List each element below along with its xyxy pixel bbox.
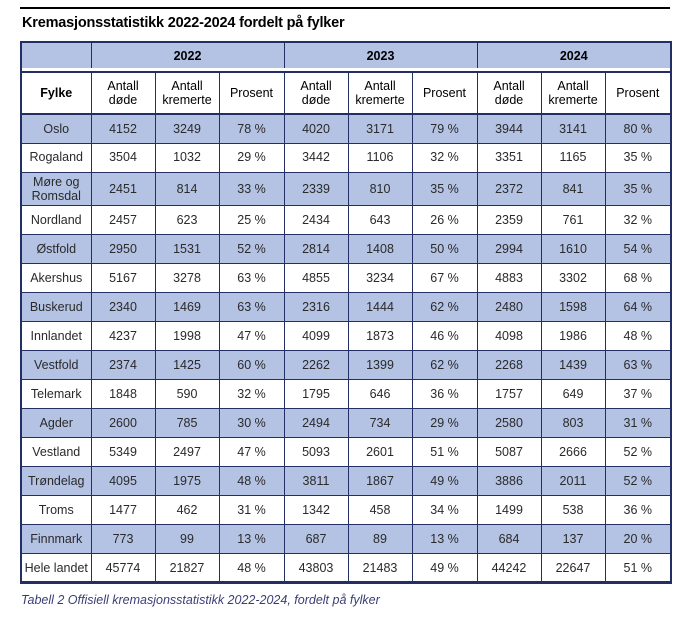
value-cell: 89 bbox=[348, 525, 412, 554]
value-cell: 36 % bbox=[412, 380, 477, 409]
column-header-antall-kremerte: Antall kremerte bbox=[155, 72, 219, 114]
value-cell: 35 % bbox=[605, 143, 671, 172]
value-cell: 78 % bbox=[219, 114, 284, 143]
value-cell: 52 % bbox=[219, 235, 284, 264]
value-cell: 2268 bbox=[477, 351, 541, 380]
value-cell: 45774 bbox=[91, 554, 155, 583]
fylke-name-cell: Innlandet bbox=[21, 322, 91, 351]
value-cell: 538 bbox=[541, 496, 605, 525]
year-header-2024: 2024 bbox=[477, 42, 671, 68]
table-row bbox=[21, 467, 671, 496]
value-cell: 4883 bbox=[477, 264, 541, 293]
value-cell: 3278 bbox=[155, 264, 219, 293]
value-cell: 785 bbox=[155, 409, 219, 438]
value-cell: 31 % bbox=[605, 409, 671, 438]
fylke-name-cell: Vestfold bbox=[21, 351, 91, 380]
column-header-antall-kremerte: Antall kremerte bbox=[541, 72, 605, 114]
column-header-prosent: Prosent bbox=[412, 72, 477, 114]
table-row bbox=[21, 206, 671, 235]
value-cell: 2451 bbox=[91, 172, 155, 206]
value-cell: 48 % bbox=[219, 467, 284, 496]
table-body bbox=[21, 114, 671, 583]
value-cell: 2262 bbox=[284, 351, 348, 380]
value-cell: 99 bbox=[155, 525, 219, 554]
value-cell: 2372 bbox=[477, 172, 541, 206]
table-row bbox=[21, 438, 671, 467]
statistics-table bbox=[20, 41, 672, 584]
value-cell: 1757 bbox=[477, 380, 541, 409]
value-cell: 79 % bbox=[412, 114, 477, 143]
value-cell: 1975 bbox=[155, 467, 219, 496]
value-cell: 649 bbox=[541, 380, 605, 409]
column-header-antall-dode: Antall døde bbox=[91, 72, 155, 114]
value-cell: 684 bbox=[477, 525, 541, 554]
value-cell: 3171 bbox=[348, 114, 412, 143]
value-cell: 2666 bbox=[541, 438, 605, 467]
table-row bbox=[21, 264, 671, 293]
table-row bbox=[21, 380, 671, 409]
value-cell: 21827 bbox=[155, 554, 219, 583]
value-cell: 4020 bbox=[284, 114, 348, 143]
value-cell: 29 % bbox=[219, 143, 284, 172]
value-cell: 63 % bbox=[219, 264, 284, 293]
fylke-name-cell: Akershus bbox=[21, 264, 91, 293]
value-cell: 773 bbox=[91, 525, 155, 554]
table-row bbox=[21, 172, 671, 206]
table-row bbox=[21, 525, 671, 554]
value-cell: 1106 bbox=[348, 143, 412, 172]
value-cell: 64 % bbox=[605, 293, 671, 322]
value-cell: 51 % bbox=[605, 554, 671, 583]
value-cell: 2340 bbox=[91, 293, 155, 322]
value-cell: 32 % bbox=[412, 143, 477, 172]
value-cell: 3234 bbox=[348, 264, 412, 293]
value-cell: 49 % bbox=[412, 554, 477, 583]
table-row bbox=[21, 293, 671, 322]
value-cell: 1408 bbox=[348, 235, 412, 264]
table-row bbox=[21, 143, 671, 172]
value-cell: 1439 bbox=[541, 351, 605, 380]
fylke-name-cell: Hele landet bbox=[21, 554, 91, 583]
value-cell: 2497 bbox=[155, 438, 219, 467]
value-cell: 1477 bbox=[91, 496, 155, 525]
value-cell: 590 bbox=[155, 380, 219, 409]
value-cell: 1165 bbox=[541, 143, 605, 172]
value-cell: 44242 bbox=[477, 554, 541, 583]
value-cell: 3944 bbox=[477, 114, 541, 143]
value-cell: 814 bbox=[155, 172, 219, 206]
table-row bbox=[21, 409, 671, 438]
fylke-name-cell: Nordland bbox=[21, 206, 91, 235]
value-cell: 3249 bbox=[155, 114, 219, 143]
value-cell: 32 % bbox=[605, 206, 671, 235]
value-cell: 1444 bbox=[348, 293, 412, 322]
table-row bbox=[21, 322, 671, 351]
value-cell: 2359 bbox=[477, 206, 541, 235]
table-row bbox=[21, 351, 671, 380]
value-cell: 62 % bbox=[412, 293, 477, 322]
value-cell: 46 % bbox=[412, 322, 477, 351]
value-cell: 22647 bbox=[541, 554, 605, 583]
value-cell: 4152 bbox=[91, 114, 155, 143]
value-cell: 646 bbox=[348, 380, 412, 409]
fylke-name-cell: Rogaland bbox=[21, 143, 91, 172]
value-cell: 3442 bbox=[284, 143, 348, 172]
value-cell: 48 % bbox=[219, 554, 284, 583]
value-cell: 810 bbox=[348, 172, 412, 206]
fylke-name-cell: Trøndelag bbox=[21, 467, 91, 496]
value-cell: 458 bbox=[348, 496, 412, 525]
fylke-name-cell: Agder bbox=[21, 409, 91, 438]
table-row bbox=[21, 554, 671, 583]
year-header-row bbox=[21, 42, 671, 68]
fylke-name-cell: Telemark bbox=[21, 380, 91, 409]
value-cell: 1848 bbox=[91, 380, 155, 409]
value-cell: 643 bbox=[348, 206, 412, 235]
value-cell: 36 % bbox=[605, 496, 671, 525]
value-cell: 2434 bbox=[284, 206, 348, 235]
value-cell: 30 % bbox=[219, 409, 284, 438]
value-cell: 5093 bbox=[284, 438, 348, 467]
value-cell: 1425 bbox=[155, 351, 219, 380]
value-cell: 67 % bbox=[412, 264, 477, 293]
value-cell: 2494 bbox=[284, 409, 348, 438]
value-cell: 3504 bbox=[91, 143, 155, 172]
value-cell: 1469 bbox=[155, 293, 219, 322]
value-cell: 1399 bbox=[348, 351, 412, 380]
value-cell: 35 % bbox=[412, 172, 477, 206]
value-cell: 3141 bbox=[541, 114, 605, 143]
top-horizontal-rule bbox=[20, 7, 670, 9]
value-cell: 2814 bbox=[284, 235, 348, 264]
value-cell: 47 % bbox=[219, 438, 284, 467]
value-cell: 26 % bbox=[412, 206, 477, 235]
value-cell: 5167 bbox=[91, 264, 155, 293]
value-cell: 20 % bbox=[605, 525, 671, 554]
fylke-name-cell: Østfold bbox=[21, 235, 91, 264]
column-header-antall-dode: Antall døde bbox=[477, 72, 541, 114]
value-cell: 32 % bbox=[219, 380, 284, 409]
value-cell: 2950 bbox=[91, 235, 155, 264]
value-cell: 68 % bbox=[605, 264, 671, 293]
value-cell: 50 % bbox=[412, 235, 477, 264]
value-cell: 2457 bbox=[91, 206, 155, 235]
value-cell: 1986 bbox=[541, 322, 605, 351]
fylke-name-cell: Finnmark bbox=[21, 525, 91, 554]
value-cell: 52 % bbox=[605, 438, 671, 467]
value-cell: 3302 bbox=[541, 264, 605, 293]
fylke-name-cell: Troms bbox=[21, 496, 91, 525]
column-header-fylke: Fylke bbox=[21, 72, 91, 114]
value-cell: 25 % bbox=[219, 206, 284, 235]
value-cell: 761 bbox=[541, 206, 605, 235]
value-cell: 1032 bbox=[155, 143, 219, 172]
value-cell: 1998 bbox=[155, 322, 219, 351]
value-cell: 29 % bbox=[412, 409, 477, 438]
fylke-name-cell: Vestland bbox=[21, 438, 91, 467]
value-cell: 52 % bbox=[605, 467, 671, 496]
table-row bbox=[21, 496, 671, 525]
value-cell: 51 % bbox=[412, 438, 477, 467]
value-cell: 4099 bbox=[284, 322, 348, 351]
fylke-name-cell: Buskerud bbox=[21, 293, 91, 322]
value-cell: 1342 bbox=[284, 496, 348, 525]
value-cell: 3886 bbox=[477, 467, 541, 496]
value-cell: 1531 bbox=[155, 235, 219, 264]
value-cell: 63 % bbox=[605, 351, 671, 380]
value-cell: 49 % bbox=[412, 467, 477, 496]
value-cell: 734 bbox=[348, 409, 412, 438]
value-cell: 2011 bbox=[541, 467, 605, 496]
value-cell: 13 % bbox=[412, 525, 477, 554]
value-cell: 137 bbox=[541, 525, 605, 554]
column-header-antall-kremerte: Antall kremerte bbox=[348, 72, 412, 114]
value-cell: 47 % bbox=[219, 322, 284, 351]
value-cell: 37 % bbox=[605, 380, 671, 409]
value-cell: 1873 bbox=[348, 322, 412, 351]
value-cell: 2339 bbox=[284, 172, 348, 206]
value-cell: 2480 bbox=[477, 293, 541, 322]
column-header-row bbox=[21, 72, 671, 114]
value-cell: 2374 bbox=[91, 351, 155, 380]
value-cell: 3351 bbox=[477, 143, 541, 172]
value-cell: 2580 bbox=[477, 409, 541, 438]
column-header-prosent: Prosent bbox=[605, 72, 671, 114]
value-cell: 623 bbox=[155, 206, 219, 235]
value-cell: 2601 bbox=[348, 438, 412, 467]
year-row-empty-cell bbox=[21, 42, 91, 68]
value-cell: 4855 bbox=[284, 264, 348, 293]
value-cell: 5087 bbox=[477, 438, 541, 467]
value-cell: 803 bbox=[541, 409, 605, 438]
value-cell: 62 % bbox=[412, 351, 477, 380]
value-cell: 2994 bbox=[477, 235, 541, 264]
value-cell: 60 % bbox=[219, 351, 284, 380]
table-header bbox=[21, 42, 671, 114]
value-cell: 687 bbox=[284, 525, 348, 554]
value-cell: 35 % bbox=[605, 172, 671, 206]
value-cell: 2600 bbox=[91, 409, 155, 438]
value-cell: 1610 bbox=[541, 235, 605, 264]
value-cell: 43803 bbox=[284, 554, 348, 583]
value-cell: 1598 bbox=[541, 293, 605, 322]
value-cell: 1795 bbox=[284, 380, 348, 409]
value-cell: 63 % bbox=[219, 293, 284, 322]
fylke-name-cell: Oslo bbox=[21, 114, 91, 143]
value-cell: 4098 bbox=[477, 322, 541, 351]
value-cell: 1499 bbox=[477, 496, 541, 525]
value-cell: 80 % bbox=[605, 114, 671, 143]
value-cell: 3811 bbox=[284, 467, 348, 496]
table-row bbox=[21, 114, 671, 143]
value-cell: 54 % bbox=[605, 235, 671, 264]
fylke-name-cell: Møre og Romsdal bbox=[21, 172, 91, 206]
value-cell: 5349 bbox=[91, 438, 155, 467]
value-cell: 31 % bbox=[219, 496, 284, 525]
table-row bbox=[21, 235, 671, 264]
year-header-2023: 2023 bbox=[284, 42, 477, 68]
value-cell: 13 % bbox=[219, 525, 284, 554]
value-cell: 4095 bbox=[91, 467, 155, 496]
year-header-2022: 2022 bbox=[91, 42, 284, 68]
value-cell: 33 % bbox=[219, 172, 284, 206]
value-cell: 1867 bbox=[348, 467, 412, 496]
column-header-prosent: Prosent bbox=[219, 72, 284, 114]
value-cell: 48 % bbox=[605, 322, 671, 351]
value-cell: 462 bbox=[155, 496, 219, 525]
table-caption: Tabell 2 Offisiell kremasjonsstatistikk 2022-2024, fordelt på fylker bbox=[21, 593, 380, 608]
value-cell: 841 bbox=[541, 172, 605, 206]
value-cell: 21483 bbox=[348, 554, 412, 583]
value-cell: 34 % bbox=[412, 496, 477, 525]
value-cell: 4237 bbox=[91, 322, 155, 351]
page-title: Kremasjonsstatistikk 2022-2024 fordelt på fylker bbox=[22, 15, 345, 31]
value-cell: 2316 bbox=[284, 293, 348, 322]
column-header-antall-dode: Antall døde bbox=[284, 72, 348, 114]
